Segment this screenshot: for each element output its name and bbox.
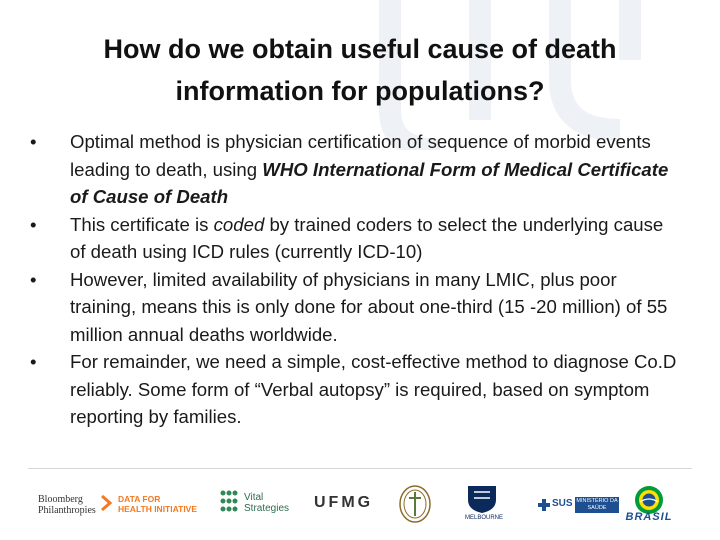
bullet-text: This certificate is bbox=[70, 213, 214, 235]
bullet-marker: • bbox=[30, 131, 37, 152]
bullet-limited-physicians bbox=[30, 266, 680, 349]
title-line-2: information for populations? bbox=[175, 76, 545, 106]
bloomberg-logo-line1: Bloomberg bbox=[38, 494, 83, 505]
vital-logo-line1: Vital bbox=[244, 492, 264, 503]
university-seal-logo bbox=[398, 484, 432, 526]
bullet-marker: • bbox=[30, 268, 37, 290]
sus-logo-text: SUS bbox=[552, 498, 573, 509]
d4h-mark-icon bbox=[100, 494, 116, 512]
vital-strategies-mark-icon bbox=[218, 488, 240, 514]
bullet-marker: • bbox=[30, 351, 37, 372]
bullet-list bbox=[30, 128, 680, 431]
bullet-coded-certificate bbox=[30, 211, 680, 266]
d4h-logo-line1: DATA FOR bbox=[118, 494, 161, 504]
brasil-logo bbox=[618, 484, 680, 526]
ufmg-logo bbox=[314, 494, 373, 536]
melbourne-logo-text: MELBOURNE bbox=[464, 515, 503, 521]
ministerio-logo-line2: SAÚDE bbox=[587, 505, 607, 511]
title-line-1: How do we obtain useful cause of death bbox=[103, 34, 617, 64]
bloomberg-philanthropies-logo bbox=[38, 494, 96, 536]
bullet-text: For remainder, we need a simple, cost-effective method to diagnose Co.D reliably. Some form of “Verbal autopsy” is required, based on symptom reporting by families. bbox=[70, 351, 677, 427]
bullet-text: Optimal method is physician certification of sequence of morbid events leading to death, using bbox=[70, 131, 651, 180]
sus-cross-icon bbox=[538, 499, 550, 511]
seal-icon bbox=[398, 484, 432, 524]
bloomberg-logo-line2: Philanthropies bbox=[38, 505, 96, 516]
bullet-emphasis: coded bbox=[213, 213, 265, 235]
bullet-text-continued: by trained coders to select the underlying cause of death using ICD rules (currently ICD-10) bbox=[70, 213, 664, 262]
bullet-marker: • bbox=[30, 213, 37, 235]
d4h-logo-line2: HEALTH INITIATIVE bbox=[118, 504, 198, 514]
vital-logo-line2: Strategies bbox=[244, 503, 290, 514]
bullet-optimal-method bbox=[30, 128, 680, 211]
bullet-emphasis: WHO International Form of Medical Certificate of Cause of Death bbox=[70, 158, 669, 207]
ufmg-logo-text: UFMG bbox=[314, 494, 374, 511]
ministerio-logo-line1: MINISTÉRIO DA bbox=[576, 498, 618, 504]
brasil-logo-text: BRASIL bbox=[625, 511, 673, 523]
footer-divider bbox=[28, 468, 692, 469]
bullet-verbal-autopsy bbox=[30, 348, 680, 431]
melbourne-crest-icon bbox=[462, 484, 502, 514]
page-title bbox=[40, 28, 680, 112]
bullet-text: However, limited availability of physicians in many LMIC, plus poor training, means this is only done for about one-third (15 -20 million) of 55 million annual deaths worldwide. bbox=[70, 268, 668, 345]
ministerio-da-saude-logo bbox=[575, 497, 619, 539]
